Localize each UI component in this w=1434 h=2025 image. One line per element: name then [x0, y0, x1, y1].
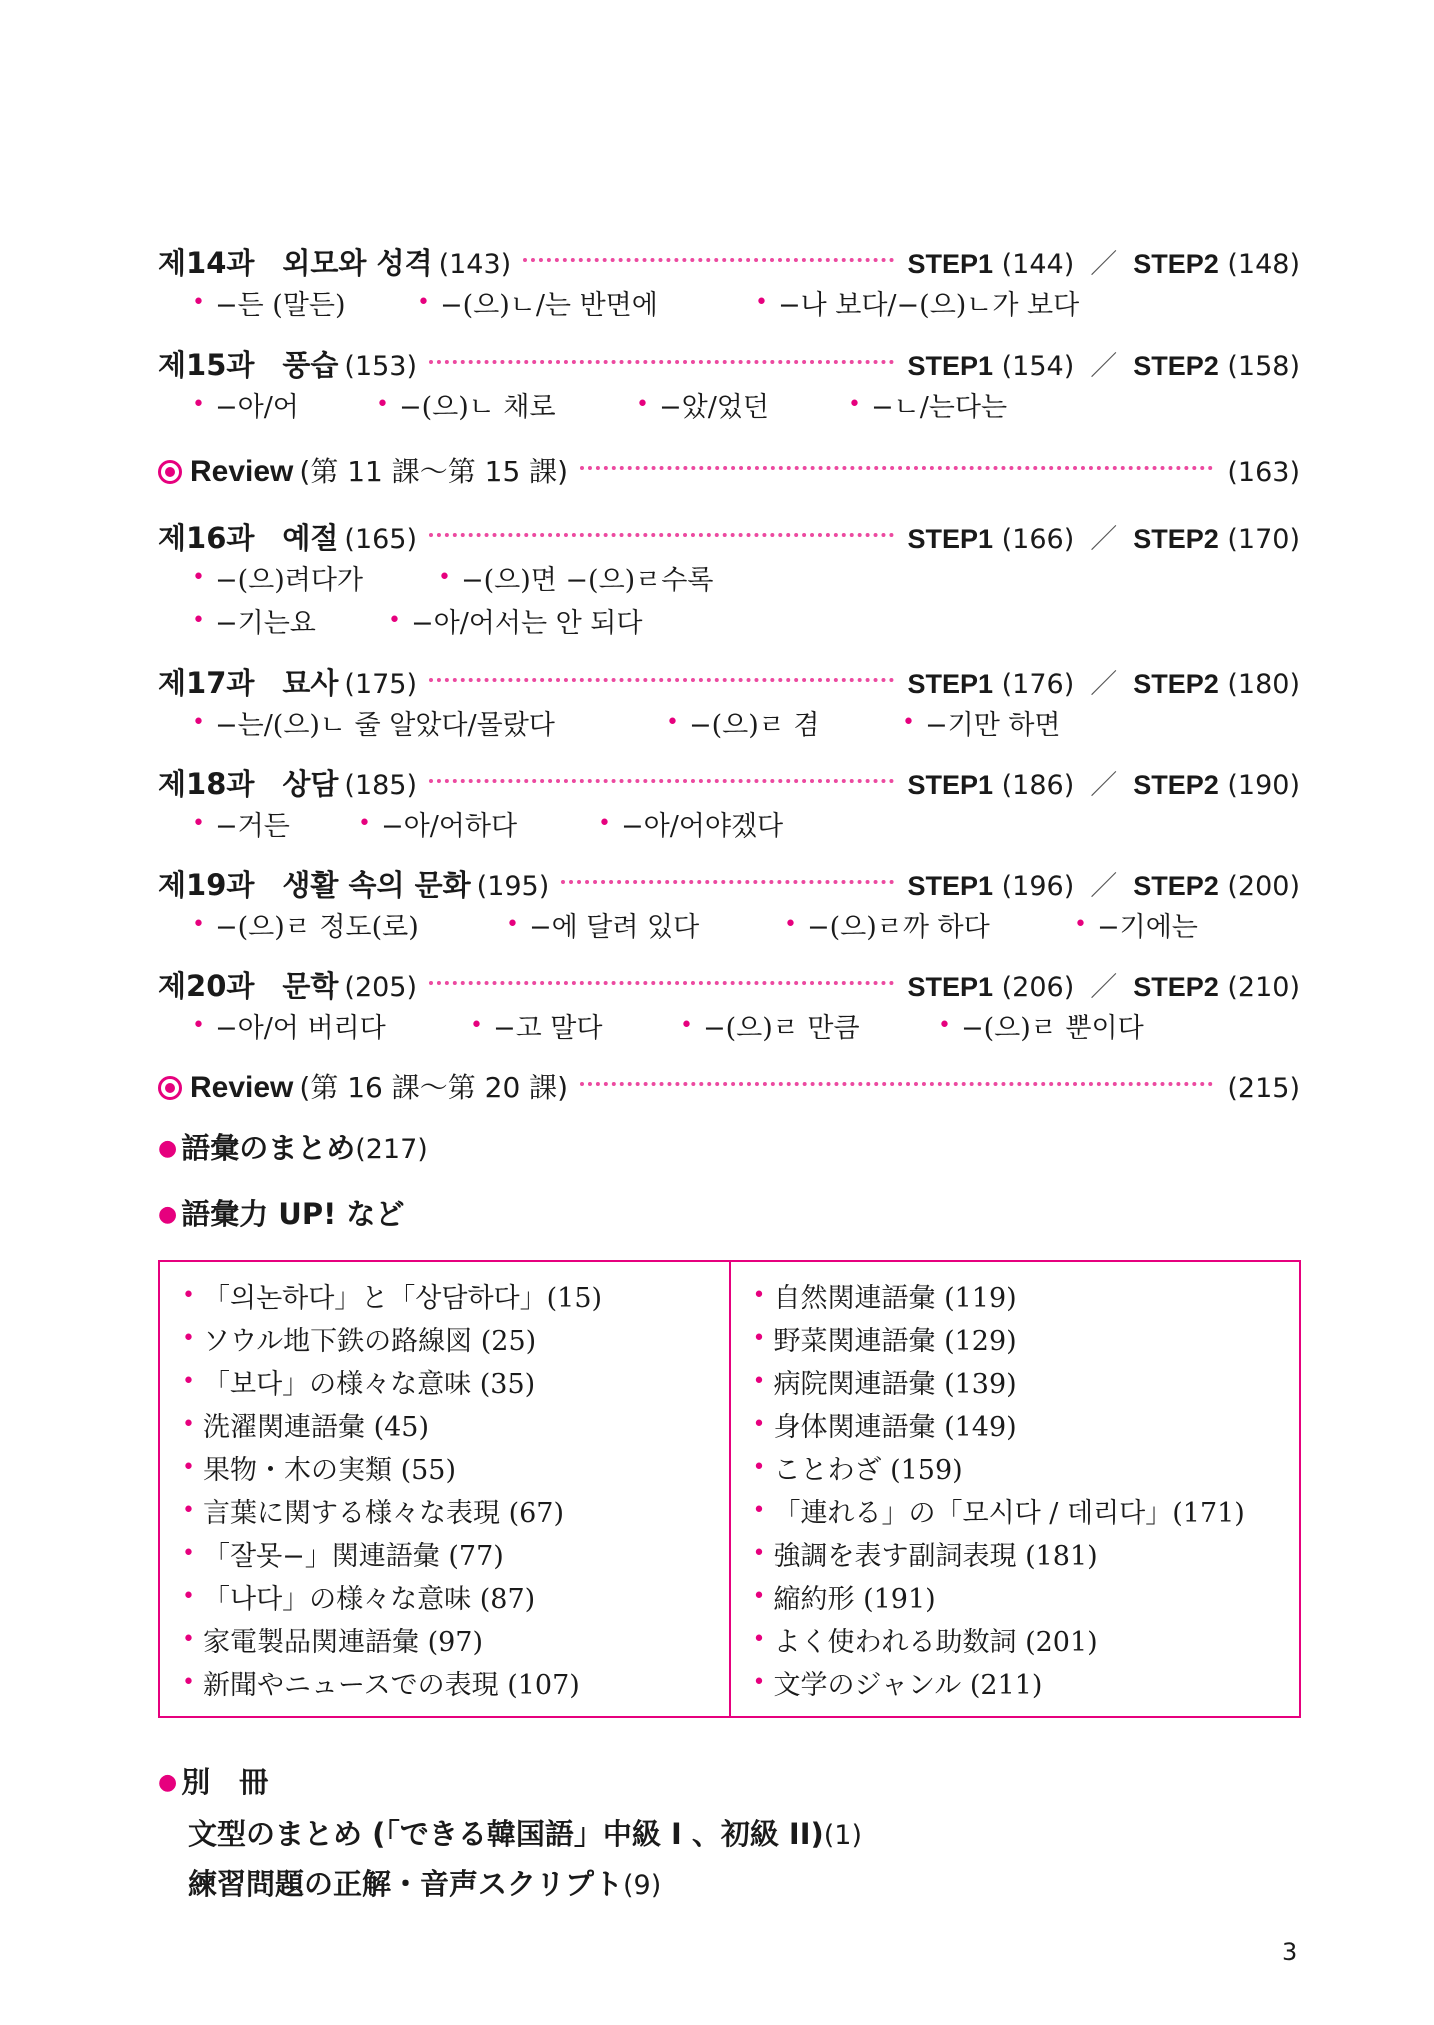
vocab-item[interactable]: • よく使われる助数詞 (201) [752, 1627, 1098, 1658]
bessatsu-item-grammar-summary[interactable]: 文型のまとめ (「できる韓国語」中級 I 、初級 II)(1) [188, 1817, 863, 1851]
step2-link[interactable]: STEP2 [1133, 351, 1219, 381]
vocab-up-heading: ● 語彙力 UP! など [158, 1197, 405, 1231]
grammar-item: • −아/어하다 [358, 811, 518, 842]
vocab-item[interactable]: • 家電製品関連語彙 (97) [182, 1627, 483, 1658]
bullet-icon: • [182, 1498, 195, 1523]
lesson-header [158, 516, 1300, 556]
dot-leader [523, 258, 893, 262]
lesson-title[interactable]: 제19과 생활 속의 문화 [158, 868, 471, 902]
lesson-header [158, 241, 1300, 281]
bullet-icon: • [192, 290, 205, 315]
grammar-line [192, 802, 1300, 845]
bullet-icon: • [182, 1455, 195, 1480]
vocab-item[interactable]: • 身体関連語彙 (149) [752, 1412, 1017, 1443]
bullet-icon: • [192, 1013, 205, 1038]
bullet-icon: • [752, 1627, 766, 1652]
bullet-icon: • [388, 608, 401, 633]
step-links: STEP1 (176) ／ STEP2 (180) [907, 669, 1300, 700]
grammar-line [192, 701, 1300, 744]
review-label: Review [190, 1071, 294, 1104]
bullet-icon: • [752, 1369, 766, 1394]
lesson-page: (165) [344, 524, 418, 555]
step1-link[interactable]: STEP1 [907, 249, 994, 279]
grammar-line [192, 1004, 1300, 1047]
dot-leader [429, 360, 893, 364]
bullet-icon: • [752, 1670, 766, 1695]
lesson-14 [158, 241, 1300, 324]
vocab-col-right [731, 1262, 1300, 1716]
vocab-item[interactable]: • 病院関連語彙 (139) [752, 1369, 1017, 1400]
bullet-icon: • [902, 710, 915, 735]
dot-leader [429, 981, 893, 985]
dot-leader [580, 466, 1213, 470]
grammar-item: • −았/었던 [636, 392, 769, 423]
bullet-icon: • [182, 1412, 195, 1437]
step-links: STEP1 (144) ／ STEP2 (148) [907, 249, 1300, 280]
bullet-icon: • [752, 1283, 766, 1308]
lesson-page: (195) [476, 871, 550, 902]
grammar-item: • −(으)ㄹ까 하다 [784, 912, 990, 943]
step-links: STEP1 (206) ／ STEP2 (210) [907, 972, 1300, 1003]
vocab-col-left [160, 1262, 731, 1716]
lesson-header [158, 343, 1300, 383]
grammar-item: • −기는요 [192, 608, 316, 639]
lesson-title[interactable]: 제17과 묘사 [158, 666, 339, 700]
step2-link[interactable]: STEP2 [1133, 871, 1219, 901]
step1-link[interactable]: STEP1 [907, 351, 994, 381]
bullet-icon: • [752, 1541, 766, 1566]
vocab-up-box [158, 1260, 1301, 1718]
vocab-item[interactable]: • ことわざ (159) [752, 1455, 963, 1486]
review-range: (第 11 課〜第 15 課) [299, 455, 569, 488]
grammar-item: • −(으)ㄹ 뿐이다 [938, 1013, 1144, 1044]
bullet-icon: • [752, 1455, 766, 1480]
lesson-title[interactable]: 제14과 외모와 성격 [158, 246, 433, 280]
bullet-icon: • [938, 1013, 951, 1038]
lesson-page: (175) [344, 669, 418, 700]
step2-link[interactable]: STEP2 [1133, 972, 1219, 1002]
bullet-icon: • [182, 1326, 195, 1351]
step2-link[interactable]: STEP2 [1133, 669, 1219, 699]
step1-link[interactable]: STEP1 [907, 770, 994, 800]
vocab-item[interactable]: • 文学のジャンル (211) [752, 1670, 1043, 1701]
bullet-icon: • [192, 811, 205, 836]
lesson-16 [158, 516, 1300, 642]
grammar-item: • −(으)면 −(으)ㄹ수록 [438, 565, 714, 596]
review-page: (215) [1227, 1073, 1300, 1104]
lesson-15 [158, 343, 1300, 426]
vocab-item[interactable]: • ソウル地下鉄の路線図 (25) [182, 1326, 537, 1357]
pink-bullet-icon: ● [158, 1202, 178, 1227]
bullet-icon: • [192, 608, 205, 633]
lesson-header [158, 661, 1300, 701]
grammar-line [192, 281, 1300, 324]
dot-leader [580, 1082, 1213, 1086]
review-11-15[interactable] [158, 450, 1300, 490]
lesson-19 [158, 863, 1300, 946]
grammar-item: • −(으)ㄹ 정도(로) [192, 912, 419, 943]
grammar-item: • −기만 하면 [902, 710, 1061, 741]
step2-link[interactable]: STEP2 [1133, 524, 1219, 554]
grammar-item: • −거든 [192, 811, 290, 842]
bullet-icon: • [182, 1670, 195, 1695]
bullet-icon: • [182, 1541, 195, 1566]
bullet-icon: • [752, 1326, 766, 1351]
bullet-icon: • [666, 710, 679, 735]
bullet-icon: • [192, 392, 205, 417]
grammar-line [192, 599, 1300, 642]
lesson-18 [158, 762, 1300, 845]
grammar-item: • −아/어서는 안 되다 [388, 608, 643, 639]
grammar-item: • −는/(으)ㄴ 줄 알았다/몰랐다 [192, 710, 555, 741]
bullet-icon: • [182, 1584, 195, 1609]
vocab-item[interactable]: • 強調を表す副詞表現 (181) [752, 1541, 1098, 1572]
dot-leader [429, 533, 893, 537]
step1-link[interactable]: STEP1 [907, 524, 994, 554]
grammar-line [192, 903, 1300, 946]
vocab-item[interactable]: • 言葉に関する様々な表現 (67) [182, 1498, 564, 1529]
vocab-item[interactable]: • 「잘못−」関連語彙 (77) [182, 1541, 504, 1572]
bullet-icon: • [358, 811, 371, 836]
bullet-icon: • [417, 290, 430, 315]
grammar-line [192, 556, 1300, 599]
grammar-item: • −(으)ㄴ 채로 [376, 392, 556, 423]
grammar-item: • −아/어야겠다 [598, 811, 784, 842]
bullet-icon: • [470, 1013, 483, 1038]
bullet-icon: • [752, 1584, 766, 1609]
vocab-item[interactable]: • 「連れる」の「모시다 / 데리다」(171) [752, 1498, 1245, 1529]
vocab-item[interactable]: • 「나다」の様々な意味 (87) [182, 1584, 536, 1615]
vocab-summary-entry[interactable]: ● 語彙のまとめ(217) [158, 1131, 428, 1165]
lesson-title[interactable]: 제16과 예절 [158, 521, 339, 555]
dot-leader [429, 779, 893, 783]
bullet-icon: • [182, 1369, 195, 1394]
lesson-header [158, 863, 1300, 903]
page-number: 3 [1282, 1938, 1298, 1966]
pink-bullet-icon: ● [158, 1770, 178, 1795]
grammar-item: • −에 달려 있다 [506, 912, 700, 943]
vocab-item[interactable]: • 「의논하다」と「상담하다」(15) [182, 1283, 603, 1314]
lesson-title[interactable]: 제15과 풍습 [158, 348, 339, 382]
bullet-icon: • [755, 290, 768, 315]
bullet-icon: • [506, 912, 519, 937]
vocab-item[interactable]: • 新聞やニュースでの表現 (107) [182, 1670, 580, 1701]
review-range: (第 16 課〜第 20 課) [299, 1071, 569, 1104]
bullet-icon: • [752, 1412, 766, 1437]
step1-link[interactable]: STEP1 [907, 972, 994, 1002]
grammar-item: • −(으)ㄹ 겸 [666, 710, 820, 741]
lesson-page: (143) [438, 249, 512, 280]
bullet-icon: • [192, 710, 205, 735]
lesson-17 [158, 661, 1300, 744]
vocab-item[interactable]: • 果物・木の実類 (55) [182, 1455, 456, 1486]
vocab-item[interactable]: • 野菜関連語彙 (129) [752, 1326, 1017, 1357]
grammar-item: • −(으)ㄹ 만큼 [680, 1013, 860, 1044]
bullet-icon: • [182, 1283, 195, 1308]
bessatsu-item-answers-scripts[interactable]: 練習問題の正解・音声スクリプト(9) [188, 1867, 662, 1901]
bullet-icon: • [752, 1498, 766, 1523]
vocab-item[interactable]: • 洗濯関連語彙 (45) [182, 1412, 429, 1443]
step-links: STEP1 (196) ／ STEP2 (200) [907, 871, 1300, 902]
bullet-icon: • [192, 565, 205, 590]
bessatsu-heading: ● 別 冊 [158, 1765, 269, 1799]
review-page: (163) [1227, 457, 1300, 488]
bullet-icon: • [636, 392, 649, 417]
bullet-icon: • [680, 1013, 693, 1038]
step1-link[interactable]: STEP1 [907, 669, 994, 699]
step-links: STEP1 (166) ／ STEP2 (170) [907, 524, 1300, 555]
review-marker-icon [158, 1076, 182, 1100]
grammar-item: • −(으)려다가 [192, 565, 364, 596]
bullet-icon: • [192, 912, 205, 937]
grammar-item: • −나 보다/−(으)ㄴ가 보다 [755, 290, 1080, 321]
bullet-icon: • [848, 392, 861, 417]
lesson-20 [158, 964, 1300, 1047]
step2-link[interactable]: STEP2 [1133, 249, 1219, 279]
bullet-icon: • [376, 392, 389, 417]
bullet-icon: • [784, 912, 797, 937]
grammar-item: • −든 (말든) [192, 290, 346, 321]
vocab-item[interactable]: • 自然関連語彙 (119) [752, 1283, 1017, 1314]
bullet-icon: • [598, 811, 611, 836]
dot-leader [429, 678, 893, 682]
lesson-title[interactable]: 제20과 문학 [158, 969, 339, 1003]
grammar-item: • −ㄴ/는다는 [848, 392, 1008, 423]
lesson-header [158, 762, 1300, 802]
review-marker-icon [158, 460, 182, 484]
vocab-item[interactable]: • 縮約形 (191) [752, 1584, 936, 1615]
lesson-page: (185) [344, 770, 418, 801]
step-links: STEP1 (186) ／ STEP2 (190) [907, 770, 1300, 801]
step1-link[interactable]: STEP1 [907, 871, 994, 901]
lesson-header [158, 964, 1300, 1004]
bullet-icon: • [182, 1627, 195, 1652]
vocab-item[interactable]: • 「보다」の様々な意味 (35) [182, 1369, 536, 1400]
review-16-20[interactable] [158, 1066, 1300, 1106]
bullet-icon: • [1074, 912, 1087, 937]
dot-leader [561, 880, 893, 884]
lesson-page: (153) [344, 351, 418, 382]
step2-link[interactable]: STEP2 [1133, 770, 1219, 800]
grammar-item: • −아/어 버리다 [192, 1013, 386, 1044]
review-label: Review [190, 455, 294, 488]
grammar-item: • −기에는 [1074, 912, 1198, 943]
bullet-icon: • [438, 565, 451, 590]
step-links: STEP1 (154) ／ STEP2 (158) [907, 351, 1300, 382]
grammar-item: • −(으)ㄴ/는 반면에 [417, 290, 658, 321]
lesson-title[interactable]: 제18과 상담 [158, 767, 339, 801]
lesson-page: (205) [344, 972, 418, 1003]
grammar-line [192, 383, 1300, 426]
grammar-item: • −아/어 [192, 392, 299, 423]
pink-bullet-icon: ● [158, 1136, 178, 1161]
grammar-item: • −고 말다 [470, 1013, 603, 1044]
